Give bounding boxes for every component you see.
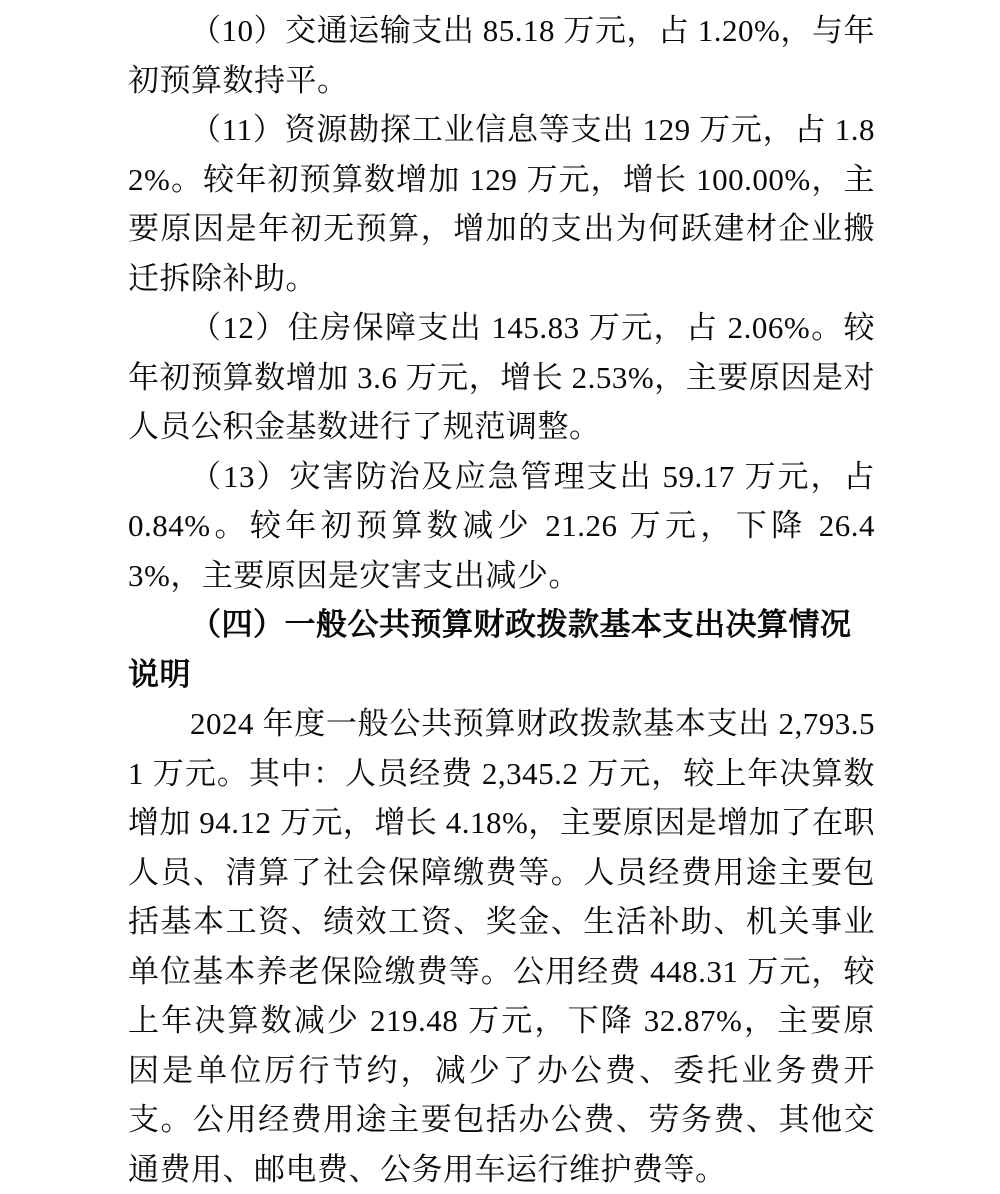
paragraph-housing-security-expenditure: （12）住房保障支出 145.83 万元，占 2.06%。较年初预算数增加 3.6 万元，增长 2.53%，主要原因是对人员公积金基数进行了规范调整。 bbox=[128, 310, 875, 444]
paragraph-transport-expenditure: （10）交通运输支出 85.18 万元，占 1.20%，与年初预算数持平。 bbox=[128, 13, 875, 98]
paragraph-resource-exploration-expenditure: （11）资源勘探工业信息等支出 129 万元，占 1.82%。较年初预算数增加 129 万元，增长 100.00%，主要原因是年初无预算，增加的支出为何跃建材企业搬迁拆除补助。 bbox=[128, 112, 875, 296]
paragraph-disaster-prevention-expenditure: （13）灾害防治及应急管理支出 59.17 万元，占 0.84%。较年初预算数减少 21.26 万元，下降 26.43%，主要原因是灾害支出减少。 bbox=[128, 458, 875, 593]
section-heading-basic-expenditure: （四）一般公共预算财政拨款基本支出决算情况说明 bbox=[128, 607, 852, 692]
paragraph-basic-expenditure-detail: 2024 年度一般公共预算财政拨款基本支出 2,793.51 万元。其中：人员经费 2,345.2 万元，较上年决算数增加 94.12 万元，增长 4.18%，主要原因是增加了在职人员、清算了社会保障缴费等。人员经费用途主要包括基本工资、绩效工资、奖金、生活补助、机关事业单位基本养老保险缴费等。公用经费 448.31 万元，较上年决算数减少 219.48 万元，下降 32.87%，主要原因是单位厉行节约，减少了办公费、委托业务费开支。公用经费用途主要包括办公费、劳务费、其他交通费用、邮电费、公务用车运行维护费等。 bbox=[128, 706, 875, 1187]
